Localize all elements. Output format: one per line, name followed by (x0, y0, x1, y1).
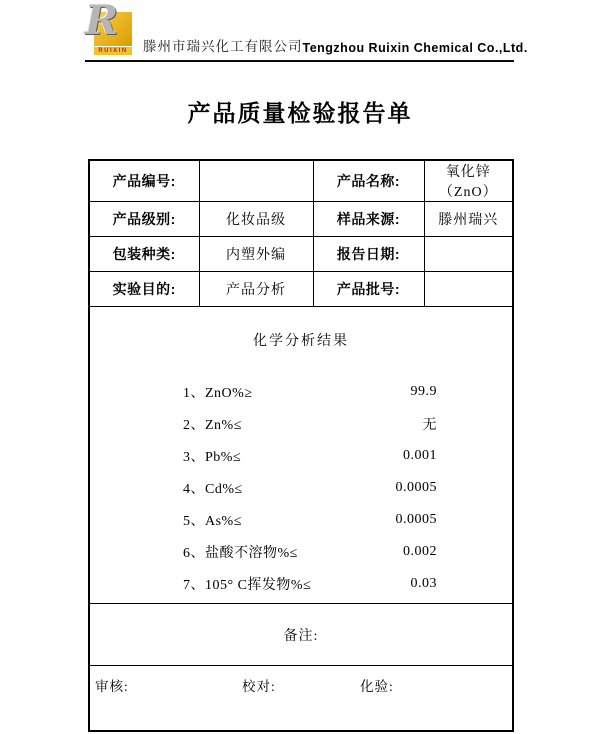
analysis-item-value: 99.9 (410, 384, 437, 399)
info-label-report-date: 报告日期: (313, 237, 424, 272)
info-label-batch-number: 产品批号: (313, 272, 424, 307)
company-logo (85, 0, 137, 56)
analysis-item (90, 440, 512, 472)
table-row (89, 237, 513, 272)
analysis-item (90, 536, 512, 568)
info-label-product-grade: 产品级别: (89, 202, 199, 237)
analysis-item-label: 6、盐酸不溶物%≤ (183, 546, 298, 561)
proofreader-label: 校对: (242, 679, 276, 694)
analysis-item-value: 0.002 (403, 544, 437, 559)
analysis-item (90, 408, 512, 440)
logo-brand-text: RUIXIN (94, 47, 132, 55)
analysis-item-label: 1、ZnO%≥ (183, 386, 253, 401)
analysis-item (90, 376, 512, 408)
info-value-report-date (424, 237, 513, 272)
analysis-item-value: 0.03 (410, 576, 437, 591)
analysis-item-value: 无 (422, 418, 437, 433)
analysis-item (90, 472, 512, 504)
table-row (89, 202, 513, 237)
info-label-package-type: 包装种类: (89, 237, 199, 272)
analysis-item-value: 0.0005 (395, 512, 437, 527)
analysis-item-label: 4、Cd%≤ (183, 482, 243, 497)
info-value-sample-source: 滕州瑞兴 (424, 202, 513, 237)
info-label-product-code: 产品编号: (89, 160, 199, 202)
analysis-item-label: 5、As%≤ (183, 514, 242, 529)
analysis-items (90, 376, 512, 600)
analysis-item-value: 0.0005 (395, 480, 437, 495)
info-label-test-purpose: 实验目的: (89, 272, 199, 307)
analysis-item-label: 3、Pb%≤ (183, 450, 242, 465)
info-value-package-type: 内塑外编 (199, 237, 313, 272)
analysis-item-label: 2、Zn%≤ (183, 418, 242, 433)
info-label-sample-source: 样品来源: (313, 202, 424, 237)
analysis-item (90, 568, 512, 600)
report-table (88, 159, 514, 732)
table-row (89, 604, 513, 666)
company-name-chinese: 滕州市瑞兴化工有限公司 (143, 39, 303, 54)
analysis-item-value: 0.001 (403, 448, 437, 463)
company-header (85, 0, 528, 56)
info-value-product-code (199, 160, 313, 202)
info-value-batch-number (424, 272, 513, 307)
info-value-product-grade: 化妆品级 (199, 202, 313, 237)
remark-section (89, 604, 513, 666)
analysis-section (89, 307, 513, 604)
info-value-product-name: 氧化锌（ZnO） (424, 160, 513, 202)
info-label-product-name: 产品名称: (313, 160, 424, 202)
logo-r-icon: R (85, 0, 119, 44)
page-title: 产品质量检验报告单 (187, 100, 413, 126)
company-name-english: Tengzhou Ruixin Chemical Co.,Ltd. (302, 41, 528, 55)
analysis-title: 化学分析结果 (253, 334, 349, 349)
assayer-label: 化验: (360, 679, 394, 694)
remark-label: 备注: (283, 628, 319, 644)
signature-section (89, 666, 513, 732)
table-row (89, 272, 513, 307)
analysis-item (90, 504, 512, 536)
info-value-test-purpose: 产品分析 (199, 272, 313, 307)
reviewer-label: 审核: (95, 679, 129, 694)
analysis-item-label: 7、105° C挥发物%≤ (183, 578, 312, 593)
table-row (89, 160, 513, 202)
table-row (89, 666, 513, 732)
table-row (89, 307, 513, 604)
header-divider (85, 60, 514, 62)
